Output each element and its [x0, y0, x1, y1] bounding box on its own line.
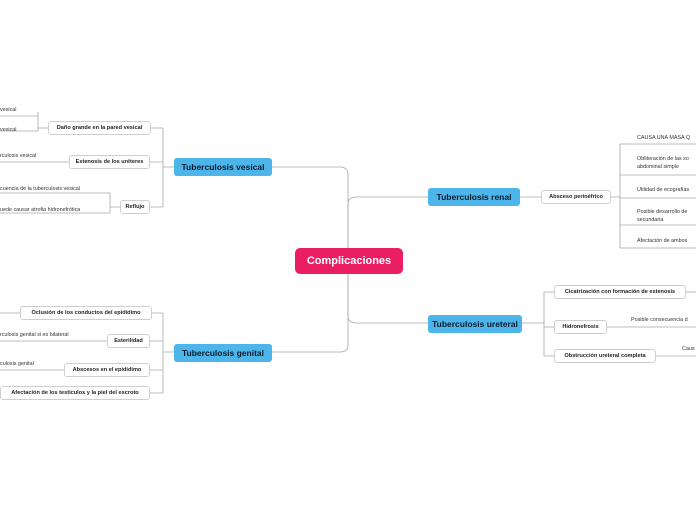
leaf-reflujo-1[interactable]: cuencia de la tuberculosis vesical: [0, 186, 81, 192]
subtopic-label: Estenosis de los uréteres: [75, 159, 144, 165]
leaf-hidronefrosis[interactable]: Posible consecuencia d: [631, 317, 688, 323]
topic-label: Tuberculosis ureteral: [432, 319, 518, 329]
leaf-reflujo-2[interactable]: uede causar atrofia hidronefrótica: [0, 207, 81, 213]
subtopic-label: Obstrucción ureteral completa: [564, 353, 646, 359]
central-topic[interactable]: [295, 248, 403, 274]
leaf-obstruccion[interactable]: Caus: [682, 346, 695, 352]
connector-central-vesical: [272, 167, 348, 250]
subtopic-label: Reflujo: [125, 204, 145, 210]
subtopic-obstruccion-ureteral[interactable]: [554, 349, 656, 363]
subtopic-reflujo[interactable]: [120, 200, 150, 214]
subtopic-label: Oclusión de los conductos del epidídimo: [31, 310, 141, 316]
leaf-renal-obliteracion[interactable]: Obliteración de las so abdominal simple: [637, 156, 689, 170]
topic-label: Tuberculosis genital: [181, 348, 265, 358]
connector-ureteral-bus: [522, 292, 554, 356]
subtopic-label: Daño grande en la pared vesical: [56, 125, 143, 131]
connector-vesical-bus: [150, 128, 174, 207]
central-topic-label: Complicaciones: [306, 255, 392, 267]
topic-tuberculosis-genital[interactable]: [174, 344, 272, 362]
leaf-renal-ecografias[interactable]: Utilidad de ecografías: [637, 187, 690, 193]
subtopic-estenosis-ureteres[interactable]: [69, 155, 150, 169]
leaf-dano-1[interactable]: vesical: [0, 107, 17, 113]
subtopic-label: Esterilidad: [114, 338, 143, 344]
connector-genital-bus: [150, 313, 174, 393]
connector-central-ureteral: [348, 272, 428, 323]
leaf-estenosis[interactable]: rculosis vesical: [0, 153, 37, 159]
subtopic-dano-pared-vesical[interactable]: [48, 121, 151, 135]
topic-label: Tuberculosis renal: [436, 192, 512, 202]
connector-central-renal: [348, 197, 428, 250]
subtopic-hidronefrosis[interactable]: [554, 320, 607, 334]
topic-tuberculosis-vesical[interactable]: [174, 158, 272, 176]
topic-tuberculosis-renal[interactable]: [428, 188, 520, 206]
subtopic-label: Absceso perinéfrico: [549, 194, 603, 200]
subtopic-label: Abscesos en el epidídimo: [72, 367, 142, 373]
subtopic-label: Afectación de los testículos y la piel del escroto: [11, 390, 139, 396]
leaf-renal-desarrollo[interactable]: Posible desarrollo de secundaria: [637, 209, 688, 223]
leaf-renal-afectacion[interactable]: Afectación de ambos: [637, 238, 688, 244]
leaf-renal-masa[interactable]: CAUSA UNA MASA Q: [637, 135, 691, 141]
subtopic-absceso-perinefrico[interactable]: [541, 190, 611, 204]
subtopic-label: Hidronefrosis: [562, 324, 599, 330]
subtopic-esterilidad[interactable]: [107, 334, 150, 348]
subtopic-cicatrizacion-estenosis[interactable]: [554, 285, 686, 299]
topic-tuberculosis-ureteral[interactable]: [428, 315, 522, 333]
topic-label: Tuberculosis vesical: [181, 162, 265, 172]
leaf-esterilidad[interactable]: rculosis genital si es bilateral: [0, 332, 69, 338]
leaf-abscesos[interactable]: culosis genital: [0, 361, 34, 367]
connector-central-genital: [272, 272, 348, 352]
subtopic-abscesos-epididimo[interactable]: [64, 363, 150, 377]
subtopic-afectacion-testiculos[interactable]: [0, 386, 150, 400]
subtopic-label: Cicatrización con formación de estenosis: [564, 289, 676, 295]
leaf-dano-2[interactable]: vesical: [0, 127, 17, 133]
subtopic-oclusion-epididimo[interactable]: [20, 306, 152, 320]
